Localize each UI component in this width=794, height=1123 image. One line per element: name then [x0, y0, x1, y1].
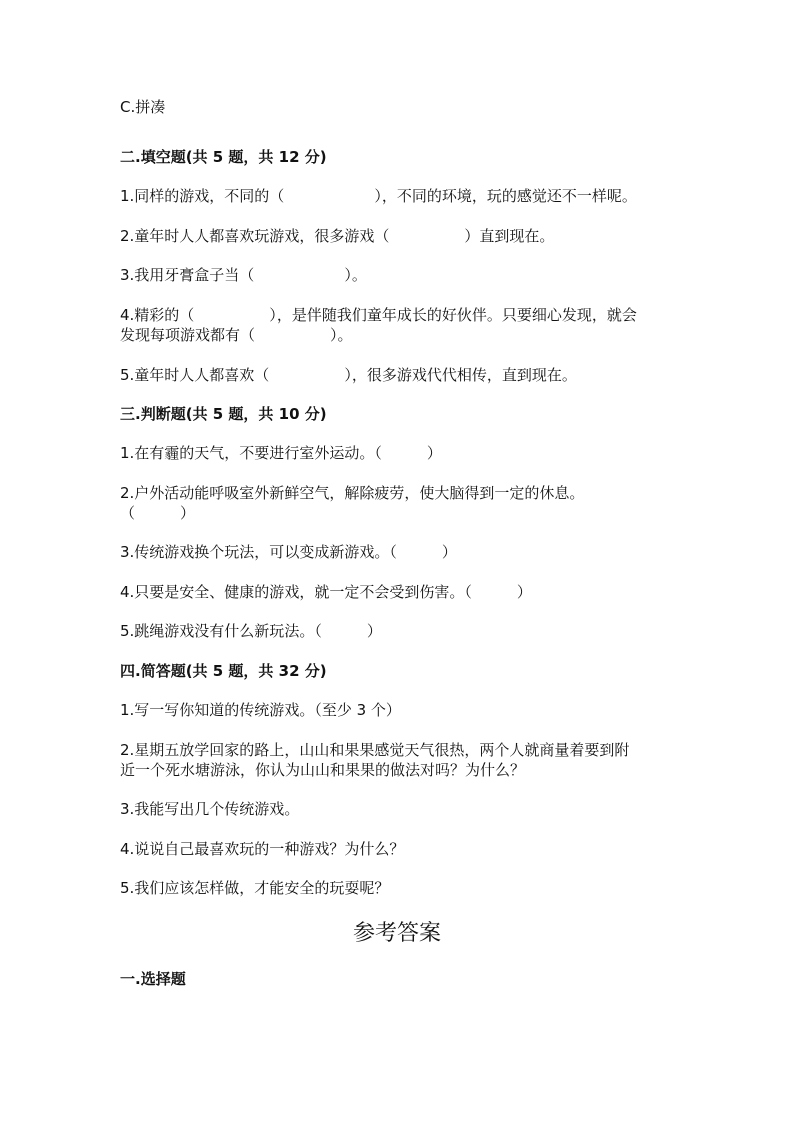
option-c: C.拼凑 [120, 98, 166, 116]
fill-in-question-5: 5.童年时人人都喜欢（ ），很多游戏代代相传，直到现在。 [120, 366, 577, 384]
short-answer-question-2-line-2: 近一个死水塘游泳，你认为山山和果果的做法对吗？为什么？ [120, 761, 526, 779]
fill-in-question-4-line-1: 4.精彩的（ ），是伴随我们童年成长的好伙伴。只要细心发现，就会 [120, 306, 637, 324]
short-answer-question-5: 5.我们应该怎样做，才能安全的玩耍呢？ [120, 879, 390, 897]
section-short-answer-heading: 四.简答题(共 5 题，共 32 分) [120, 662, 327, 680]
section-fill-in-heading: 二.填空题(共 5 题，共 12 分) [120, 148, 327, 166]
answer-key-title: 参考答案 [352, 921, 441, 946]
fill-in-question-4-line-2: 发现每项游戏都有（ ）。 [120, 326, 353, 344]
true-false-question-3: 3.传统游戏换个玩法，可以变成新游戏。（ ） [120, 543, 457, 561]
short-answer-question-2-line-1: 2.星期五放学回家的路上，山山和果果感觉天气很热，两个人就商量着要到附 [120, 741, 630, 759]
true-false-question-4: 4.只要是安全、健康的游戏，就一定不会受到伤害。（ ） [120, 583, 532, 601]
true-false-question-1: 1.在有霾的天气，不要进行室外运动。（ ） [120, 444, 442, 462]
fill-in-question-3: 3.我用牙膏盒子当（ ）。 [120, 266, 367, 284]
short-answer-question-4: 4.说说自己最喜欢玩的一种游戏？为什么？ [120, 840, 405, 858]
short-answer-question-1: 1.写一写你知道的传统游戏。（至少 3 个） [120, 701, 401, 719]
true-false-question-5: 5.跳绳游戏没有什么新玩法。（ ） [120, 622, 382, 640]
true-false-question-2-line-2: （ ） [120, 504, 196, 522]
short-answer-question-3: 3.我能写出几个传统游戏。 [120, 800, 300, 818]
fill-in-question-1: 1.同样的游戏，不同的（ ），不同的环境，玩的感觉还不一样呢。 [120, 187, 637, 205]
answer-section-choice-heading: 一.选择题 [120, 970, 186, 988]
true-false-question-2-line-1: 2.户外活动能呼吸室外新鲜空气，解除疲劳，使大脑得到一定的休息。 [120, 484, 585, 502]
section-true-false-heading: 三.判断题(共 5 题，共 10 分) [120, 405, 327, 423]
fill-in-question-2: 2.童年时人人都喜欢玩游戏，很多游戏（ ）直到现在。 [120, 227, 555, 245]
